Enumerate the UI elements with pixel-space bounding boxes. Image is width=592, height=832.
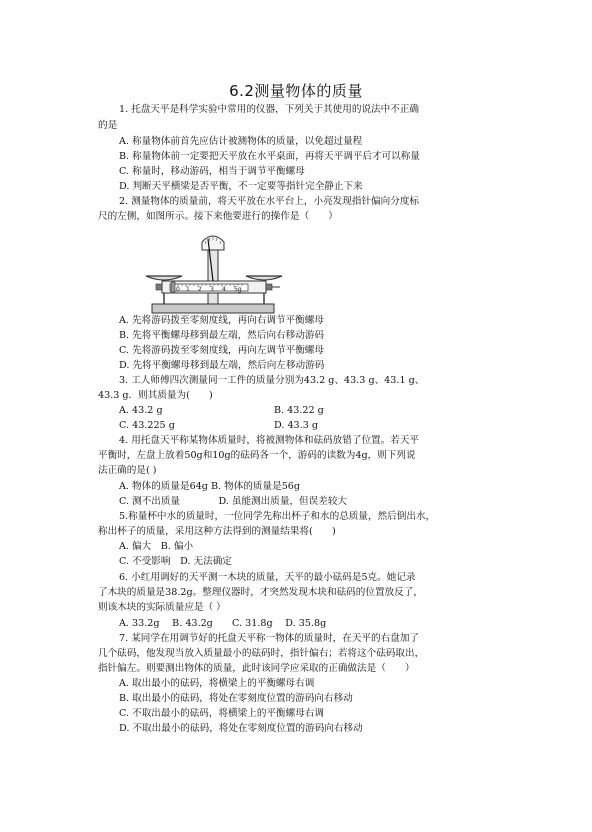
q3-stem-line1: 3. 工人师傅四次测量同一工件的质量分别为43.2 g、43.3 g、43.1 g、 <box>119 375 425 386</box>
q6-options: A. 33.2g B. 43.2g C. 31.8g D. 35.8g <box>119 618 327 629</box>
scale-number-1: 1 <box>186 286 190 293</box>
q1-option-d: D. 判断天平横梁是否平衡，不一定要等指针完全静止下来 <box>119 181 363 192</box>
q4-options-ab: A. 物体的质量是64g B. 物体的质量是56g <box>119 481 301 492</box>
q2-stem-line1: 2. 测量物体的质量前，将天平放在水平台上，小亮发现指针偏向分度标 <box>119 196 420 207</box>
q6-stem-line2: 了木块的质量是38.2g。整理仪器时，才突然发现木块和砝码的位置放反了， <box>98 587 423 598</box>
q7-stem-line1: 7. 某同学在用调节好的托盘天平称一物体的质量时，在天平的右盘加了 <box>119 633 420 644</box>
q6-stem-line3: 则该木块的实际质量应是（ ） <box>98 602 226 613</box>
balance-figure <box>138 226 288 324</box>
scale-number-5g: 5g <box>234 286 242 293</box>
q7-option-b: B. 取出最小的砝码，将处在零刻度位置的游码向右移动 <box>119 693 353 704</box>
scale-number-2: 2 <box>198 286 202 293</box>
q2-option-b: B. 先将平衡螺母移到最左端，然后向右移动游码 <box>119 330 325 341</box>
q1-option-c: C. 称量时，移动游码，相当于调节平衡螺母 <box>119 166 305 177</box>
q1-stem-line2: 的是 <box>98 120 118 131</box>
q3-option-c: C. 43.225 g <box>119 420 175 431</box>
q6-stem-line1: 6. 小红用调好的天平测一木块的质量，天平的最小砝码是5克。她记录 <box>119 572 416 583</box>
q4-stem-line3: 法正确的是( ) <box>98 465 157 476</box>
page-title: 6.2测量物体的质量 <box>229 82 363 100</box>
scale-number-3: 3 <box>210 286 214 293</box>
q4-stem-line1: 4. 用托盘天平称某物体质量时，将被测物体和砝码放错了位置。若天平 <box>119 435 420 446</box>
q7-option-a: A. 取出最小的砝码，将横梁上的平衡螺母右调 <box>119 678 315 689</box>
q7-option-c: C. 不取出最小的砝码，将横梁上的平衡螺母右调 <box>119 708 324 719</box>
q3-option-a: A. 43.2 g <box>119 405 163 416</box>
q3-option-d: D. 43.3 g <box>274 420 319 431</box>
q5-options-cd: C. 不受影响 D. 无法确定 <box>119 556 232 567</box>
q2-option-a: A. 先将游码拨至零刻度线，再向右调节平衡螺母 <box>119 315 324 326</box>
q2-option-d: D. 先将平衡螺母移到最左端，然后向左移动游码 <box>119 360 325 371</box>
q1-option-b: B. 称量物体前一定要把天平放在水平桌面，再将天平调平后才可以称量 <box>119 151 420 162</box>
scale-number-4: 4 <box>222 286 226 293</box>
q3-stem-line2: 43.3 g．则其质量为( ) <box>98 390 213 401</box>
q2-option-c: C. 先将游码拨至零刻度线，再向左调节平衡螺母 <box>119 345 324 356</box>
q5-options-ab: A. 偏大 B. 偏小 <box>119 541 194 552</box>
q4-stem-line2: 平衡时，左盘上放着50g和10g的砝码各一个，游码的读数为4g，则下列说 <box>98 450 416 461</box>
q7-stem-line3: 指针偏左。则要测出物体的质量，此时该同学应采取的正确做法是（ ） <box>98 663 415 674</box>
q3-option-b: B. 43.22 g <box>274 405 324 416</box>
q5-stem-line1: 5.称量杯中水的质量时，一位同学先称出杯子和水的总质量，然后倒出水， <box>119 511 436 522</box>
q2-stem-line2: 尺的左侧，如图所示。接下来他要进行的操作是（ ） <box>98 211 338 222</box>
scale-number-0: 0 <box>176 286 180 293</box>
q4-options-cd: C. 测不出质量 D. 虽能测出质量，但误差较大 <box>119 496 348 507</box>
q1-stem-line1: 1. 托盘天平是科学实验中常用的仪器，下列关于其使用的说法中不正确 <box>119 104 420 115</box>
q7-stem-line2: 几个砝码，他发现当放入质量最小的砝码时，指针偏右；若将这个砝码取出， <box>98 648 425 659</box>
q7-option-d: D. 不取出最小的砝码，将处在零刻度位置的游码向右移动 <box>119 723 363 734</box>
q1-option-a: A. 称量物体前首先应估计被测物体的质量，以免超过量程 <box>119 136 363 147</box>
q5-stem-line2: 称出杯子的质量，采用这种方法得到的测量结果将( ) <box>98 526 336 537</box>
